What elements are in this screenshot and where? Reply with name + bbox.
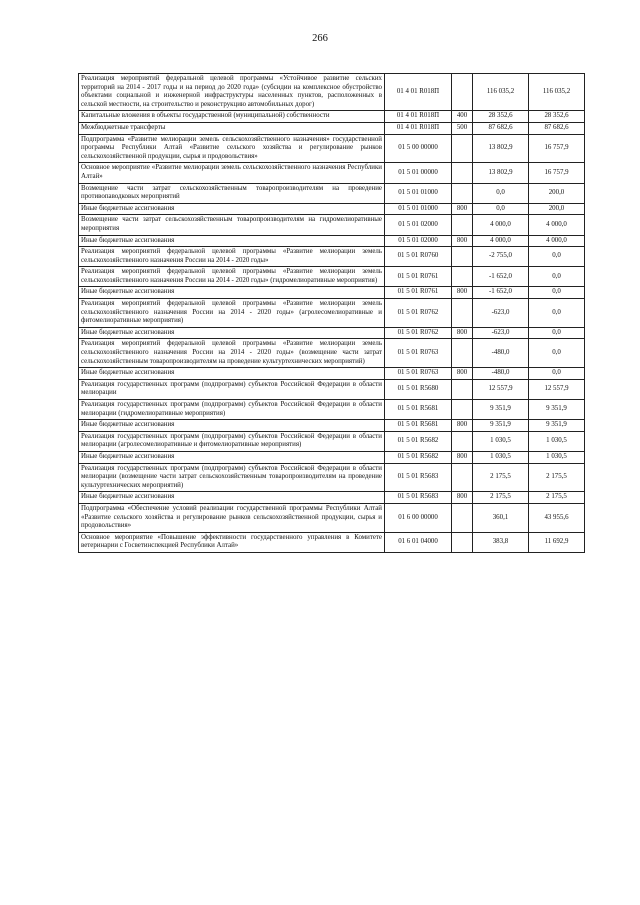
row-amount-1-cell: 28 352,6 (473, 111, 529, 123)
table-row (79, 215, 585, 235)
page-number: 266 (312, 33, 328, 44)
row-amount-1-cell: -480,0 (473, 339, 529, 368)
row-amount-1-cell: 0,0 (473, 183, 529, 203)
row-amount-1-cell: 87 682,6 (473, 122, 529, 134)
row-name-cell: Основное мероприятие «Развитие мелиорации земель сельскохозяйственного назначения Республики Алтай» (79, 163, 385, 183)
budget-table (78, 73, 585, 553)
row-type-cell (452, 183, 473, 203)
row-name-cell: Реализация мероприятий федеральной целевой программы «Развитие мелиорации земель сельскохозяйственного назначения России на 2014 - 2020 годы» (гидромелиоративные мероприятия) (79, 267, 385, 287)
row-type-cell (452, 299, 473, 328)
table-row (79, 492, 585, 504)
row-type-cell: 800 (452, 451, 473, 463)
row-amount-2-cell: 200,0 (529, 183, 585, 203)
row-amount-2-cell: 0,0 (529, 339, 585, 368)
row-amount-2-cell: 11 692,9 (529, 532, 585, 552)
row-type-cell: 400 (452, 111, 473, 123)
row-type-cell: 800 (452, 420, 473, 432)
row-name-cell: Реализация государственных программ (подпрограмм) субъектов Российской Федерации в области мелиорации (агролесомелиоративные и фитомелиоративные мероприятия) (79, 431, 385, 451)
row-code-cell: 01 5 01 01000 (385, 183, 452, 203)
row-amount-1-cell: 1 030,5 (473, 431, 529, 451)
table-row (79, 163, 585, 183)
row-code-cell: 01 5 01 R0760 (385, 247, 452, 267)
row-name-cell: Капитальные вложения в объекты государственной (муниципальной) собственности (79, 111, 385, 123)
row-amount-2-cell: 43 955,6 (529, 503, 585, 532)
table-row (79, 451, 585, 463)
row-code-cell: 01 5 01 02000 (385, 235, 452, 247)
row-code-cell: 01 6 00 00000 (385, 503, 452, 532)
row-name-cell: Реализация государственных программ (подпрограмм) субъектов Российской Федерации в области мелиорации (возмещение части затрат сельскохозяйственным товаропроизводителям на проведение культуртехнических мероприятий) (79, 463, 385, 492)
row-amount-2-cell: 16 757,9 (529, 134, 585, 163)
row-name-cell: Возмещение части затрат сельскохозяйственным товаропроизводителям на гидромелиоративные мероприятия (79, 215, 385, 235)
row-name-cell: Иные бюджетные ассигнования (79, 287, 385, 299)
row-name-cell: Реализация мероприятий федеральной целевой программы «Развитие мелиорации земель сельскохозяйственного назначения России на 2014 - 2020 годы» (79, 247, 385, 267)
row-amount-1-cell: 12 557,9 (473, 379, 529, 399)
row-code-cell: 01 6 01 04000 (385, 532, 452, 552)
row-amount-1-cell: -623,0 (473, 327, 529, 339)
row-amount-2-cell: 0,0 (529, 299, 585, 328)
row-amount-1-cell: 1 030,5 (473, 451, 529, 463)
row-name-cell: Иные бюджетные ассигнования (79, 451, 385, 463)
table-row (79, 183, 585, 203)
row-amount-2-cell: 2 175,5 (529, 492, 585, 504)
row-code-cell: 01 5 01 R5682 (385, 431, 452, 451)
row-amount-2-cell: 2 175,5 (529, 463, 585, 492)
row-amount-1-cell: 0,0 (473, 203, 529, 215)
row-code-cell: 01 5 01 00000 (385, 163, 452, 183)
table-row (79, 247, 585, 267)
row-amount-1-cell: 4 000,0 (473, 235, 529, 247)
row-code-cell: 01 5 01 R0762 (385, 299, 452, 328)
row-type-cell: 800 (452, 492, 473, 504)
row-amount-1-cell: 116 035,2 (473, 74, 529, 111)
table-row (79, 463, 585, 492)
table-row (79, 74, 585, 111)
row-name-cell: Иные бюджетные ассигнования (79, 327, 385, 339)
row-name-cell: Иные бюджетные ассигнования (79, 368, 385, 380)
row-code-cell: 01 5 01 R5680 (385, 379, 452, 399)
row-type-cell: 800 (452, 287, 473, 299)
row-code-cell: 01 4 01 R018П (385, 122, 452, 134)
table-row (79, 532, 585, 552)
row-type-cell: 800 (452, 327, 473, 339)
row-amount-1-cell: -480,0 (473, 368, 529, 380)
table-row (79, 122, 585, 134)
table-row (79, 420, 585, 432)
row-name-cell: Иные бюджетные ассигнования (79, 235, 385, 247)
row-name-cell: Иные бюджетные ассигнования (79, 492, 385, 504)
row-amount-2-cell: 87 682,6 (529, 122, 585, 134)
row-name-cell: Иные бюджетные ассигнования (79, 203, 385, 215)
row-code-cell: 01 5 01 01000 (385, 203, 452, 215)
row-code-cell: 01 4 01 R018П (385, 111, 452, 123)
table-row (79, 299, 585, 328)
row-type-cell (452, 215, 473, 235)
table-row (79, 267, 585, 287)
row-code-cell: 01 5 01 R5681 (385, 400, 452, 420)
row-name-cell: Подпрограмма «Развитие мелиорации земель сельскохозяйственного назначения» государственной программы Республики Алтай «Развитие сельского хозяйства и регулирование рынков сельскохозяйственной продукции, сырья и продовольствия» (79, 134, 385, 163)
row-amount-1-cell: 13 802,9 (473, 163, 529, 183)
row-amount-2-cell: 4 000,0 (529, 215, 585, 235)
row-name-cell: Основное мероприятие «Повышение эффективности государственного управления в Комитете ветеринарии с Госветинспекцией Республики Алтай» (79, 532, 385, 552)
row-name-cell: Реализация мероприятий федеральной целевой программы «Развитие мелиорации земель сельскохозяйственного назначения России на 2014 - 2020 годы» (возмещение части затрат сельскохозяйственным товаропроизводителям на проведение культуртехнических мероприятий) (79, 339, 385, 368)
row-amount-2-cell: 0,0 (529, 287, 585, 299)
row-amount-1-cell: 360,1 (473, 503, 529, 532)
row-type-cell: 800 (452, 203, 473, 215)
row-amount-1-cell: 2 175,5 (473, 492, 529, 504)
row-name-cell: Подпрограмма «Обеспечение условий реализации государственной программы Республики Алтай «Развитие сельского хозяйства и регулирование рынков сельскохозяйственной продукции, сырья и продовольствия» (79, 503, 385, 532)
row-type-cell (452, 503, 473, 532)
row-type-cell: 800 (452, 368, 473, 380)
row-amount-2-cell: 0,0 (529, 327, 585, 339)
row-amount-2-cell: 4 000,0 (529, 235, 585, 247)
row-name-cell: Реализация государственных программ (подпрограмм) субъектов Российской Федерации в области мелиорации (79, 379, 385, 399)
row-amount-1-cell: -1 652,0 (473, 287, 529, 299)
budget-table-body (79, 74, 585, 553)
row-amount-2-cell: 116 035,2 (529, 74, 585, 111)
row-amount-1-cell: -2 755,0 (473, 247, 529, 267)
row-amount-2-cell: 12 557,9 (529, 379, 585, 399)
row-code-cell: 01 5 01 R5681 (385, 420, 452, 432)
row-amount-1-cell: 9 351,9 (473, 400, 529, 420)
row-type-cell (452, 134, 473, 163)
table-row (79, 379, 585, 399)
row-type-cell (452, 74, 473, 111)
row-amount-2-cell: 28 352,6 (529, 111, 585, 123)
row-name-cell: Межбюджетные трансферты (79, 122, 385, 134)
row-type-cell (452, 247, 473, 267)
row-type-cell: 500 (452, 122, 473, 134)
row-code-cell: 01 5 01 R0761 (385, 267, 452, 287)
row-type-cell: 800 (452, 235, 473, 247)
row-code-cell: 01 5 01 R0761 (385, 287, 452, 299)
table-row (79, 203, 585, 215)
row-type-cell (452, 532, 473, 552)
row-amount-2-cell: 9 351,9 (529, 420, 585, 432)
row-amount-1-cell: 2 175,5 (473, 463, 529, 492)
table-row (79, 287, 585, 299)
table-row (79, 400, 585, 420)
row-type-cell (452, 400, 473, 420)
row-type-cell (452, 463, 473, 492)
row-type-cell (452, 267, 473, 287)
row-name-cell: Иные бюджетные ассигнования (79, 420, 385, 432)
row-amount-1-cell: -623,0 (473, 299, 529, 328)
row-type-cell (452, 431, 473, 451)
row-code-cell: 01 5 01 R0763 (385, 368, 452, 380)
row-amount-2-cell: 1 030,5 (529, 451, 585, 463)
table-row (79, 134, 585, 163)
table-row (79, 111, 585, 123)
row-name-cell: Возмещение части затрат сельскохозяйственным товаропроизводителям на проведение противопаводковых мероприятий (79, 183, 385, 203)
row-amount-1-cell: 4 000,0 (473, 215, 529, 235)
row-code-cell: 01 5 01 02000 (385, 215, 452, 235)
row-code-cell: 01 5 01 R5682 (385, 451, 452, 463)
row-name-cell: Реализация мероприятий федеральной целевой программы «Устойчивое развитие сельских территорий на 2014 - 2017 годы и на период до 2020 года» (субсидии на комплексное обустройство объектами социальной и инженерной инфраструктуры населенных пунктов, расположенных в сельской местности, на строительство и реконструкцию автомобильных дорог) (79, 74, 385, 111)
table-row (79, 431, 585, 451)
row-amount-1-cell: -1 652,0 (473, 267, 529, 287)
row-name-cell: Реализация мероприятий федеральной целевой программы «Развитие мелиорации земель сельскохозяйственного назначения России на 2014 - 2020 годы» (агролесомелиоративные и фитомелиоративные мероприятия) (79, 299, 385, 328)
row-type-cell (452, 379, 473, 399)
row-code-cell: 01 5 01 R0763 (385, 339, 452, 368)
row-code-cell: 01 5 01 R5683 (385, 492, 452, 504)
row-amount-1-cell: 9 351,9 (473, 420, 529, 432)
row-type-cell (452, 339, 473, 368)
row-code-cell: 01 4 01 R018П (385, 74, 452, 111)
row-amount-2-cell: 1 030,5 (529, 431, 585, 451)
row-amount-2-cell: 0,0 (529, 368, 585, 380)
table-row (79, 368, 585, 380)
row-amount-2-cell: 0,0 (529, 267, 585, 287)
table-row (79, 339, 585, 368)
table-row (79, 327, 585, 339)
row-code-cell: 01 5 00 00000 (385, 134, 452, 163)
table-row (79, 503, 585, 532)
row-code-cell: 01 5 01 R0762 (385, 327, 452, 339)
row-amount-2-cell: 9 351,9 (529, 400, 585, 420)
row-amount-1-cell: 383,8 (473, 532, 529, 552)
row-amount-2-cell: 0,0 (529, 247, 585, 267)
row-amount-2-cell: 16 757,9 (529, 163, 585, 183)
row-code-cell: 01 5 01 R5683 (385, 463, 452, 492)
table-row (79, 235, 585, 247)
row-type-cell (452, 163, 473, 183)
row-amount-1-cell: 13 802,9 (473, 134, 529, 163)
row-amount-2-cell: 200,0 (529, 203, 585, 215)
row-name-cell: Реализация государственных программ (подпрограмм) субъектов Российской Федерации в области мелиорации (гидромелиоративные мероприятия) (79, 400, 385, 420)
